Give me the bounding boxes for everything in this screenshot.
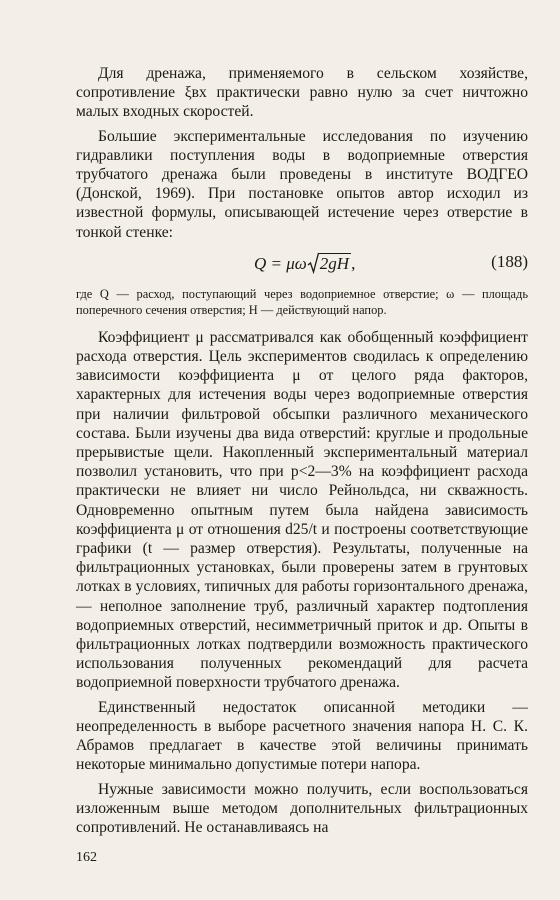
paragraph-vodgeo-research: Большие экспериментальные исследования по изучению гидравлики поступления воды в водоприемные отверстия трубчатого дренажа были проведены в институте ВОДГЕО (Донской, 1969). При постановке опытов автор исходил из известной формулы, описывающей истечение через отверстие в тонкой стенке: bbox=[76, 127, 528, 241]
paragraph-coefficient-study: Коэффициент μ рассматривался как обобщенный коэффициент расхода отверстия. Цель экспериментов сводилась к определению зависимости коэффициента μ от целого ряда факторов, характерных для истечения воды через водоприемные отверстия при наличии фильтровой обсыпки различного механического состава. Были изучены два вида отверстий: круглые и продольные прерывистые щели. Накопленный экспериментальный материал позволил установить, что при p<2—3% на коэффициент расхода практически не влияет ни число Рейнольдса, ни скважность. Одновременно опытным путем была найдена зависимость коэффициента μ от отношения d25/t и построены соответствующие графики (t — размер отверстия). Результаты, полученные на фильтрационных установках, были проверены затем в грунтовых лотках в условиях, типичных для работы горизонтального дренажа,— неполное заполнение труб, различный характер подтопления водоприемных отверстий, несимметричный приток и др. Опыты в фильтрационных лотках подтвердили возможность практического использования полученных рекомендаций для расчета водоприемной поверхности трубчатого дренажа. bbox=[76, 328, 528, 692]
formula-expression bbox=[254, 252, 355, 274]
formula-radicand: 2gH bbox=[319, 253, 350, 273]
paragraph-dependencies: Нужные зависимости можно получить, если воспользоваться изложенным выше методом дополнительных фильтрационных сопротивлений. Не останавливаясь на bbox=[76, 780, 528, 836]
formula-188 bbox=[76, 246, 528, 280]
paragraph-method-shortcoming: Единственный недостаток описанной методики — неопределенность в выборе расчетного значения напора H. С. К. Абрамов предлагает в качестве этой величины принимать некоторые минимально допустимые потери напора. bbox=[76, 698, 528, 774]
paragraph-drainage-resistance: Для дренажа, применяемого в сельском хозяйстве, сопротивление ξвх практически равно нулю за счет ничтожно малых входных скоростей. bbox=[76, 65, 528, 121]
formula-legend: где Q — расход, поступающий через водоприемное отверстие; ω — площадь поперечного сечения отверстия; H — действующий напор. bbox=[76, 286, 528, 317]
page-number: 162 bbox=[76, 850, 97, 865]
formula-number: (188) bbox=[491, 251, 528, 271]
formula-lhs: Q = μω bbox=[254, 253, 307, 273]
sqrt-sign bbox=[307, 252, 351, 274]
formula-trail: , bbox=[351, 253, 356, 273]
